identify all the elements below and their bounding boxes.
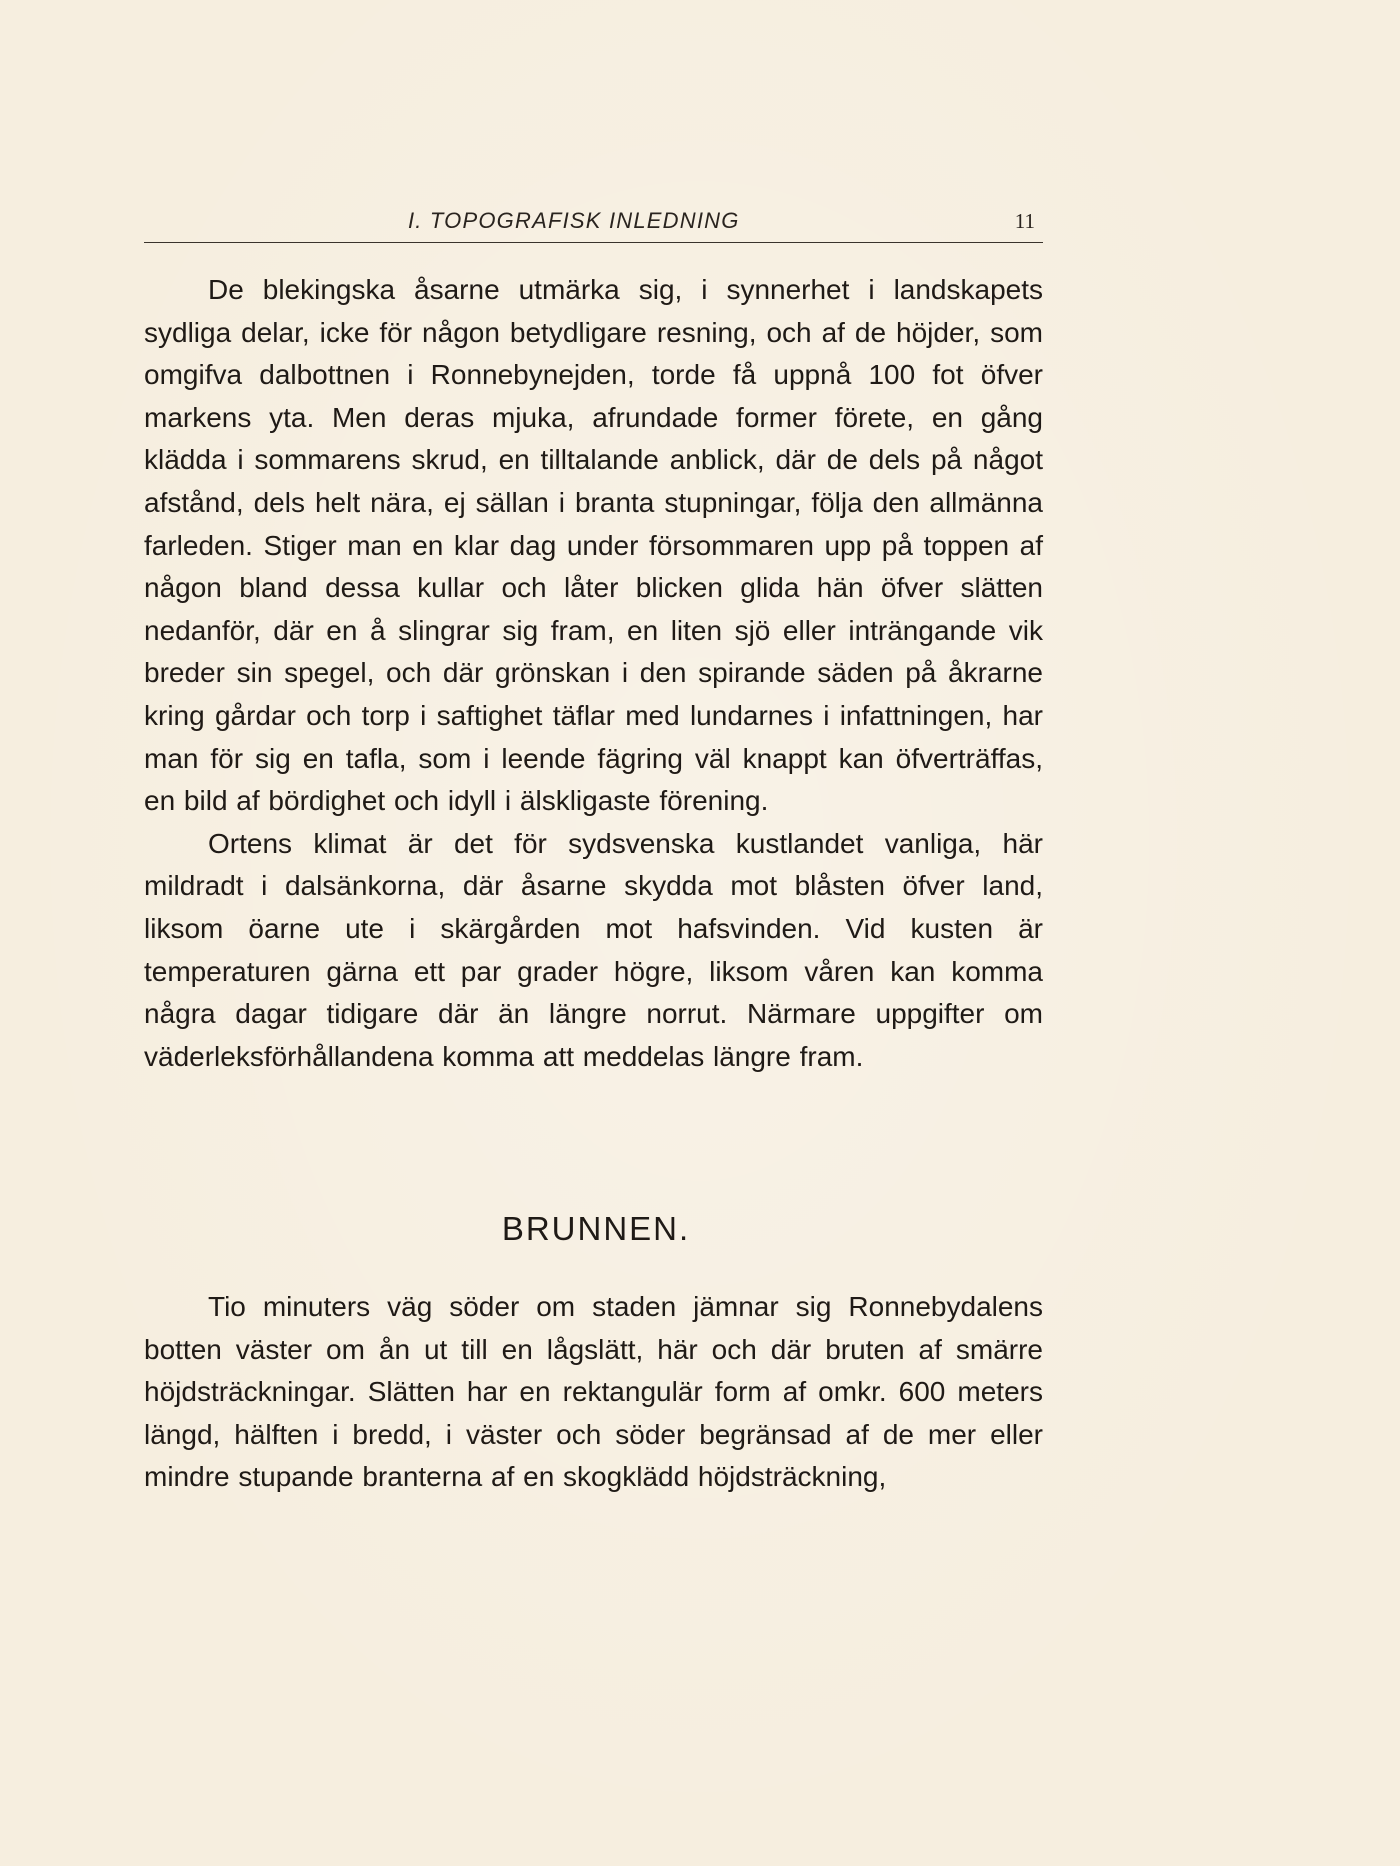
section-heading: BRUNNEN. (501, 1210, 691, 1247)
running-header (144, 208, 1043, 243)
body-text (144, 269, 1043, 1078)
paragraph: De blekingska åsarne utmärka sig, i synnerhet i landskapets sydliga delar, icke för någon betydligare resning, och af de höjder, som omgifva dalbottnen i Ronnebynejden, torde få uppnå 100 fot öfver markens yta. Men deras mjuka, afrundade former förete, en gång klädda i sommarens skrud, en tilltalande anblick, där de dels på något afstånd, dels helt nära, ej sällan i branta stupningar, följa den allmänna farleden. Stiger man en klar dag under försommaren upp på toppen af någon bland dessa kullar och låter blicken glida hän öfver slätten nedanför, där en å slingrar sig fram, en liten sjö eller inträngande vik breder sin spegel, och där grönskan i den spirande säden på åkrarne kring gårdar och torp i saftighet täflar med lundarnes i infattningen, har man för sig en tafla, som i leende fägring väl knappt kan öfverträffas, en bild af bördighet och idyll i älskligaste förening. (144, 274, 1043, 817)
paragraph: Ortens klimat är det för sydsvenska kustlandet vanliga, här mildradt i dalsänkorna, där åsarne skydda mot blåsten öfver land, liksom öarne ute i skärgården mot hafsvinden. Vid kusten är temperaturen gärna ett par grader högre, liksom våren kan komma några dagar tidigare där än längre norrut. Närmare uppgifter om väderleksförhållandena komma att meddelas längre fram. (144, 827, 1043, 1072)
section-text (144, 1286, 1043, 1499)
paragraph: Tio minuters väg söder om staden jämnar sig Ronnebydalens botten väster om ån ut till en lågslätt, här och där bruten af smärre höjdsträckningar. Slätten har en rektangulär form af omkr. 600 meters längd, hälften i bredd, i väster och söder begränsad af de mer eller mindre stupande branterna af en skogklädd höjdsträckning, (144, 1291, 1043, 1493)
running-title: I. TOPOGRAFISK INLEDNING (408, 208, 740, 233)
page-number: 11 (1014, 209, 1035, 233)
